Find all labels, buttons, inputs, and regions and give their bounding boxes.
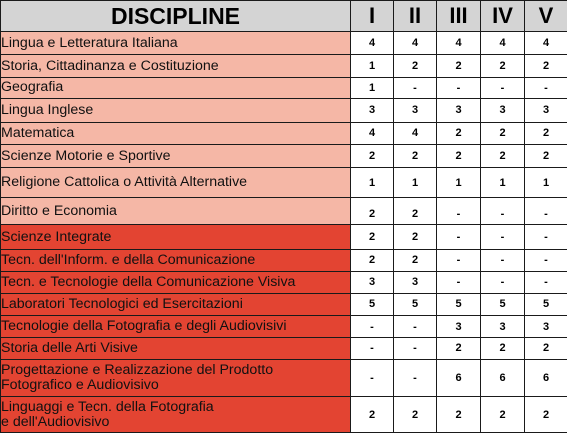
subject-cell: Matematica bbox=[1, 122, 351, 144]
hours-cell: 1 bbox=[481, 168, 525, 198]
subject-cell: Scienze Integrate bbox=[1, 225, 351, 249]
hours-cell: 5 bbox=[351, 293, 394, 315]
hours-cell: 3 bbox=[437, 315, 481, 337]
hours-cell: 1 bbox=[351, 77, 394, 98]
hours-cell: 4 bbox=[481, 32, 525, 55]
hours-cell: - bbox=[437, 225, 481, 249]
header-row bbox=[1, 1, 567, 32]
hours-cell: 6 bbox=[525, 359, 567, 397]
subject-cell: Tecnologie della Fotografia e degli Audiovisivi bbox=[1, 315, 351, 337]
header-year-5: V bbox=[525, 1, 567, 32]
hours-cell: - bbox=[481, 225, 525, 249]
hours-cell: 2 bbox=[394, 55, 437, 77]
hours-cell: 5 bbox=[525, 293, 567, 315]
subject-cell: Lingua Inglese bbox=[1, 99, 351, 122]
hours-cell: 2 bbox=[394, 249, 437, 271]
hours-cell: - bbox=[525, 249, 567, 271]
hours-cell: 2 bbox=[481, 144, 525, 167]
hours-cell: 2 bbox=[481, 338, 525, 359]
table-row bbox=[1, 315, 567, 337]
subject-cell: Lingua e Letteratura Italiana bbox=[1, 32, 351, 55]
hours-cell: 2 bbox=[437, 397, 481, 433]
hours-cell: 2 bbox=[437, 338, 481, 359]
hours-cell: 2 bbox=[525, 144, 567, 167]
hours-cell: 3 bbox=[394, 272, 437, 293]
hours-cell: 5 bbox=[481, 293, 525, 315]
header-year-1: I bbox=[351, 1, 394, 32]
header-year-2: II bbox=[394, 1, 437, 32]
table-row bbox=[1, 197, 567, 224]
subject-cell: Storia delle Arti Visive bbox=[1, 338, 351, 359]
hours-cell: 2 bbox=[351, 225, 394, 249]
hours-cell: - bbox=[481, 272, 525, 293]
subject-cell: Laboratori Tecnologici ed Esercitazioni bbox=[1, 293, 351, 315]
subject-cell: Diritto e Economia bbox=[1, 197, 351, 224]
table-row bbox=[1, 99, 567, 122]
hours-cell: 4 bbox=[394, 122, 437, 144]
table-row bbox=[1, 293, 567, 315]
hours-cell: - bbox=[525, 272, 567, 293]
hours-cell: 2 bbox=[394, 144, 437, 167]
hours-cell: 2 bbox=[437, 144, 481, 167]
table-row bbox=[1, 122, 567, 144]
hours-cell: - bbox=[437, 197, 481, 224]
hours-cell: 1 bbox=[351, 168, 394, 198]
subject-line-1: Linguaggi e Tecn. della Fotografia bbox=[1, 398, 214, 415]
hours-cell: 2 bbox=[351, 397, 394, 433]
hours-cell: 2 bbox=[394, 397, 437, 433]
table-row bbox=[1, 272, 567, 293]
hours-cell: - bbox=[525, 197, 567, 224]
hours-cell: 1 bbox=[525, 168, 567, 198]
hours-cell: 2 bbox=[481, 122, 525, 144]
hours-cell: 2 bbox=[525, 55, 567, 77]
subject-cell: Geografia bbox=[1, 77, 351, 98]
header-year-4: IV bbox=[481, 1, 525, 32]
hours-cell: - bbox=[481, 197, 525, 224]
subject-cell bbox=[1, 397, 351, 433]
table-row bbox=[1, 359, 567, 397]
hours-cell: 3 bbox=[481, 315, 525, 337]
hours-cell: 2 bbox=[525, 397, 567, 433]
header-disciplines: DISCIPLINE bbox=[1, 1, 351, 32]
hours-cell: 2 bbox=[481, 55, 525, 77]
hours-cell: - bbox=[525, 77, 567, 98]
hours-cell: - bbox=[481, 249, 525, 271]
subject-line-2: Fotografico e Audiovisivo bbox=[1, 376, 159, 393]
hours-cell: 2 bbox=[394, 197, 437, 224]
hours-cell: - bbox=[437, 272, 481, 293]
hours-cell: - bbox=[525, 225, 567, 249]
table-row bbox=[1, 397, 567, 433]
hours-cell: 2 bbox=[351, 197, 394, 224]
table-row bbox=[1, 32, 567, 55]
hours-cell: 3 bbox=[525, 315, 567, 337]
hours-cell: 4 bbox=[394, 32, 437, 55]
hours-cell: - bbox=[351, 315, 394, 337]
hours-cell: 2 bbox=[437, 55, 481, 77]
hours-cell: 2 bbox=[525, 122, 567, 144]
subject-line-2: e dell'Audiovisivo bbox=[1, 413, 110, 430]
subject-line-1: Progettazione e Realizzazione del Prodotto bbox=[1, 361, 274, 378]
hours-cell: 3 bbox=[394, 99, 437, 122]
hours-cell: 5 bbox=[394, 293, 437, 315]
hours-cell: - bbox=[437, 249, 481, 271]
hours-cell: - bbox=[351, 338, 394, 359]
hours-cell: 1 bbox=[437, 168, 481, 198]
table-row bbox=[1, 338, 567, 359]
hours-cell: 1 bbox=[351, 55, 394, 77]
hours-cell: 2 bbox=[525, 338, 567, 359]
hours-cell: 4 bbox=[351, 32, 394, 55]
table-row bbox=[1, 55, 567, 77]
hours-cell: 2 bbox=[351, 144, 394, 167]
table-row bbox=[1, 168, 567, 198]
hours-cell: - bbox=[394, 315, 437, 337]
subject-cell: Scienze Motorie e Sportive bbox=[1, 144, 351, 167]
table-row bbox=[1, 77, 567, 98]
subject-cell: Religione Cattolica o Attività Alternative bbox=[1, 168, 351, 198]
hours-cell: 6 bbox=[481, 359, 525, 397]
table-row bbox=[1, 144, 567, 167]
hours-cell: - bbox=[351, 359, 394, 397]
subject-cell: Storia, Cittadinanza e Costituzione bbox=[1, 55, 351, 77]
hours-cell: 5 bbox=[437, 293, 481, 315]
table-row bbox=[1, 249, 567, 271]
hours-cell: 6 bbox=[437, 359, 481, 397]
hours-cell: 4 bbox=[351, 122, 394, 144]
hours-cell: 2 bbox=[394, 225, 437, 249]
subject-cell: Tecn. e Tecnologie della Comunicazione Visiva bbox=[1, 272, 351, 293]
hours-cell: - bbox=[394, 77, 437, 98]
hours-cell: 3 bbox=[525, 99, 567, 122]
hours-cell: 3 bbox=[481, 99, 525, 122]
hours-cell: - bbox=[394, 338, 437, 359]
hours-cell: - bbox=[394, 359, 437, 397]
hours-cell: 1 bbox=[394, 168, 437, 198]
hours-cell: 2 bbox=[351, 249, 394, 271]
hours-cell: 3 bbox=[351, 99, 394, 122]
hours-cell: 4 bbox=[437, 32, 481, 55]
header-year-3: III bbox=[437, 1, 481, 32]
hours-cell: 2 bbox=[437, 122, 481, 144]
subject-cell: Tecn. dell'Inform. e della Comunicazione bbox=[1, 249, 351, 271]
hours-cell: 4 bbox=[525, 32, 567, 55]
table-row bbox=[1, 225, 567, 249]
hours-cell: - bbox=[481, 77, 525, 98]
hours-cell: 3 bbox=[351, 272, 394, 293]
hours-cell: 3 bbox=[437, 99, 481, 122]
subject-cell bbox=[1, 359, 351, 397]
hours-cell: - bbox=[437, 77, 481, 98]
hours-cell: 2 bbox=[481, 397, 525, 433]
